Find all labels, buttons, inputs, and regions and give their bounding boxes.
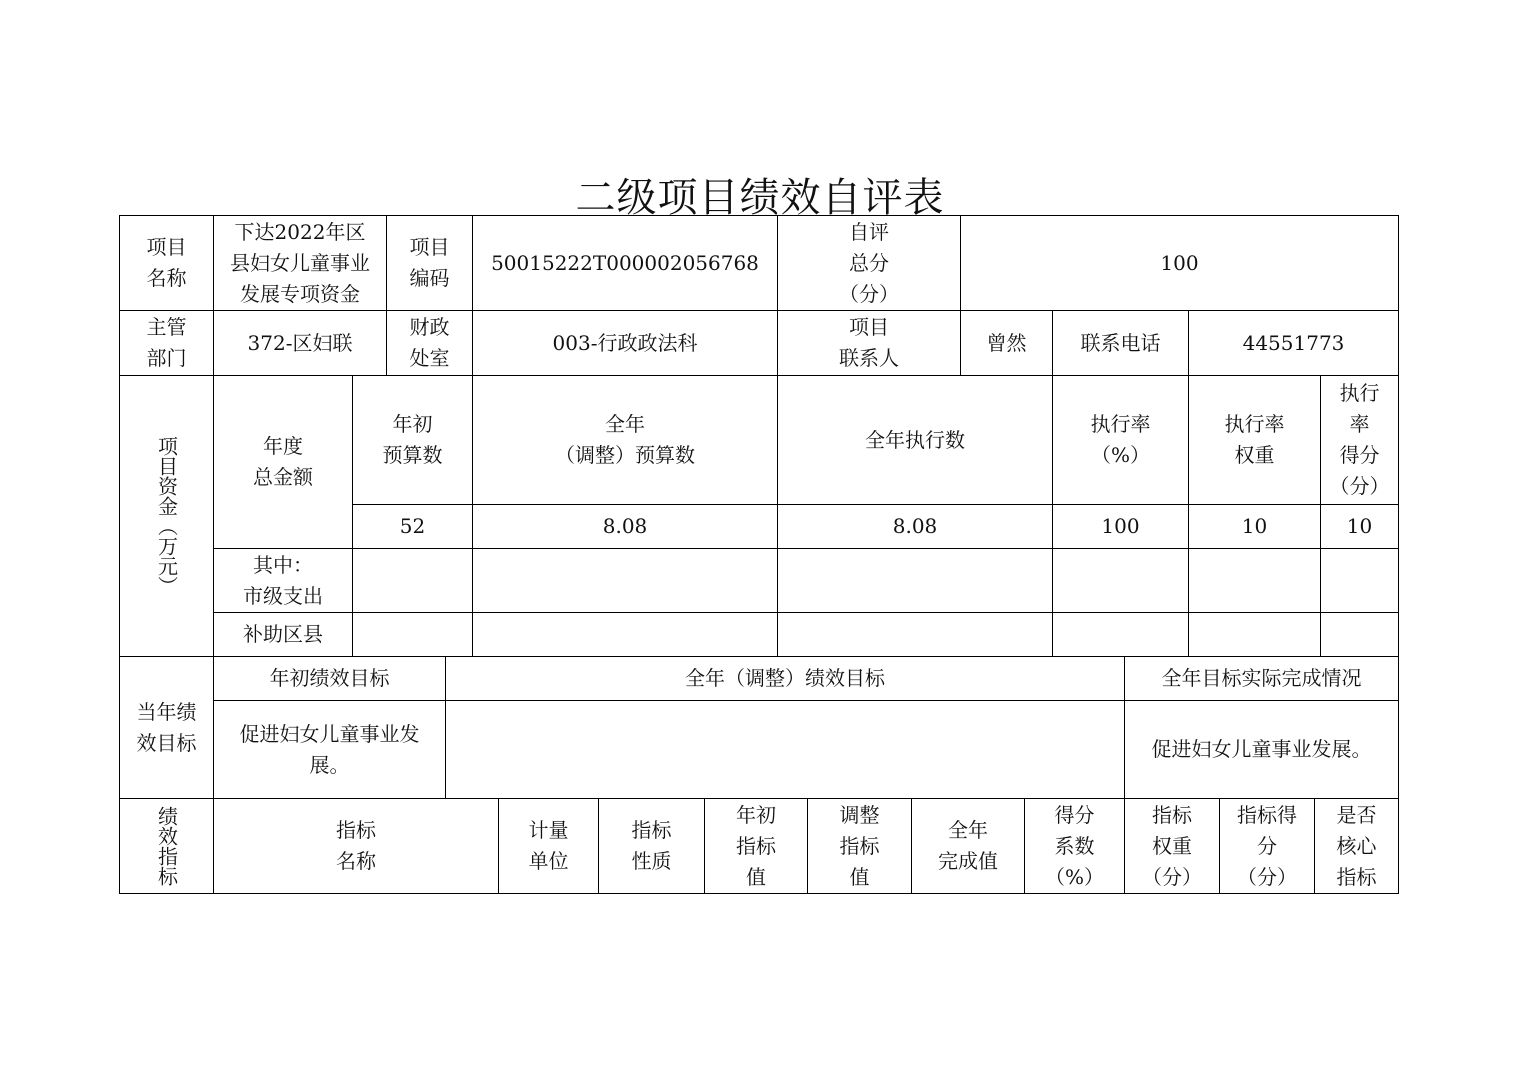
- cell: [1188, 548, 1321, 613]
- project-code-label: 项目 编码: [386, 215, 473, 311]
- initial-indicator-label: 年初 指标 值: [704, 798, 808, 894]
- goals-section-label: 当年绩 效目标: [119, 656, 214, 799]
- exec-score-label: 执行 率 得分 （分）: [1320, 375, 1399, 505]
- cell: [352, 612, 473, 657]
- annual-total-label: 年度 总金额: [213, 375, 353, 549]
- cell: [1052, 548, 1189, 613]
- executed-label: 全年执行数: [777, 375, 1053, 505]
- initial-goal-label: 年初绩效目标: [213, 656, 446, 701]
- nature-label: 指标 性质: [598, 798, 705, 894]
- adjusted-goal-label: 全年（调整）绩效目标: [445, 656, 1125, 701]
- project-code-value: 50015222T000002056768: [472, 215, 778, 311]
- cell: [777, 548, 1053, 613]
- initial-budget-label: 年初 预算数: [352, 375, 473, 505]
- actual-goal-value: 促进妇女儿童事业发展。: [1124, 700, 1399, 799]
- contact-label: 项目 联系人: [777, 310, 961, 376]
- cell: [1320, 548, 1399, 613]
- exec-score-value: 10: [1320, 504, 1399, 549]
- adjusted-goal-value: [445, 700, 1125, 799]
- cell: [1320, 612, 1399, 657]
- finance-label: 财政 处室: [386, 310, 473, 376]
- indicators-section-label: 绩效指标: [119, 798, 214, 894]
- exec-rate-label: 执行率 （%）: [1052, 375, 1189, 505]
- self-score-label: 自评 总分 （分）: [777, 215, 961, 311]
- cell: [777, 612, 1053, 657]
- cell: [352, 548, 473, 613]
- funds-section-label: 项目资金（万元）: [119, 375, 214, 657]
- page-title: 二级项目绩效自评表: [575, 175, 945, 221]
- dept-label: 主管 部门: [119, 310, 214, 376]
- exec-weight-label: 执行率 权重: [1188, 375, 1321, 505]
- adjusted-budget-label: 全年 （调整）预算数: [472, 375, 778, 505]
- weight-label: 指标 权重 （分）: [1124, 798, 1220, 894]
- adjusted-indicator-label: 调整 指标 值: [807, 798, 912, 894]
- indicator-name-label: 指标 名称: [213, 798, 499, 894]
- exec-weight-value: 10: [1188, 504, 1321, 549]
- cell: [1188, 612, 1321, 657]
- initial-goal-value: 促进妇女儿童事业发 展。: [213, 700, 446, 799]
- cell: [472, 548, 778, 613]
- dept-value: 372-区妇联: [213, 310, 387, 376]
- initial-budget-value: 52: [352, 504, 473, 549]
- cell: [1052, 612, 1189, 657]
- executed-value: 8.08: [777, 504, 1053, 549]
- of-which-label: 其中： 市级支出: [213, 548, 353, 613]
- actual-goal-label: 全年目标实际完成情况: [1124, 656, 1399, 701]
- coefficient-label: 得分 系数 （%）: [1024, 798, 1125, 894]
- project-name-value: 下达2022年区 县妇女儿童事业 发展专项资金: [213, 215, 387, 311]
- score-label: 指标得 分 （分）: [1219, 798, 1315, 894]
- phone-label: 联系电话: [1052, 310, 1189, 376]
- contact-value: 曾然: [960, 310, 1053, 376]
- exec-rate-value: 100: [1052, 504, 1189, 549]
- unit-label: 计量 单位: [498, 798, 599, 894]
- full-year-label: 全年 完成值: [911, 798, 1025, 894]
- core-label: 是否 核心 指标: [1314, 798, 1399, 894]
- subsidy-label: 补助区县: [213, 612, 353, 657]
- project-name-label: 项目 名称: [119, 215, 214, 311]
- cell: [472, 612, 778, 657]
- finance-value: 003-行政政法科: [472, 310, 778, 376]
- adjusted-budget-value: 8.08: [472, 504, 778, 549]
- self-score-value: 100: [960, 215, 1399, 311]
- phone-value: 44551773: [1188, 310, 1399, 376]
